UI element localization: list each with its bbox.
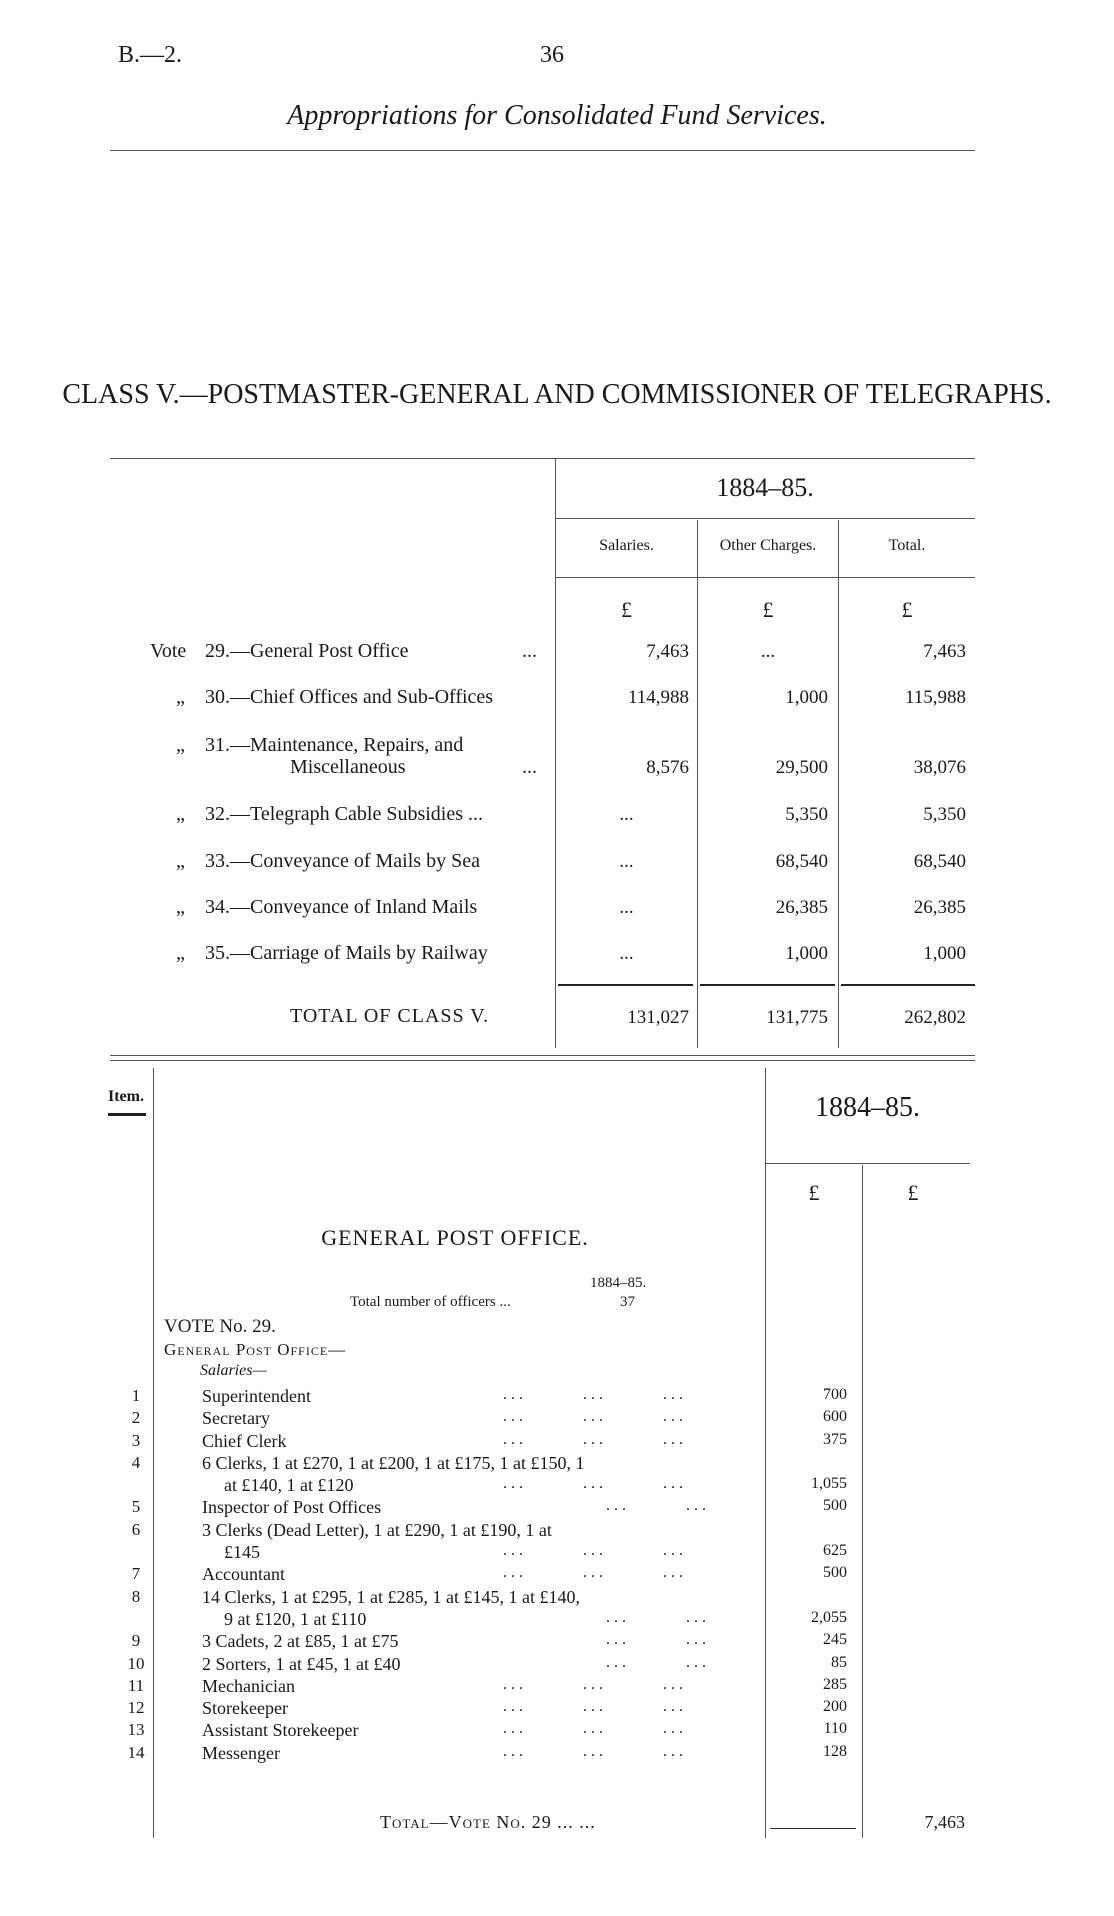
section-rule [110,1060,975,1061]
ditto-mark: „ [176,896,185,918]
detail-year-heading: 1884–85. [815,1092,920,1123]
detail-year-rule [765,1163,970,1164]
item-description: Inspector of Post Offices [202,1497,382,1517]
item-amount: 625 [823,1542,847,1559]
total-rule [770,1828,856,1829]
leader-dots: ... ... ... [503,1431,687,1448]
summary-total-salaries: 131,027 [627,1007,689,1028]
ditto-mark: „ [176,850,185,872]
leader-dots: ... ... ... [503,1564,687,1581]
vote-label: 34.—Conveyance of Inland Mails [205,896,478,918]
item-description: Messenger [202,1743,280,1763]
item-description: 3 Clerks (Dead Letter), 1 at £290, 1 at £190, 1 at [202,1520,552,1540]
vote-prefix: Vote [150,640,187,662]
vote-number: VOTE No. 29. [164,1316,276,1337]
item-number: 2 [131,1408,141,1427]
total-value: 7,463 [923,641,966,662]
total-value: 68,540 [913,851,966,872]
column-header-salaries: Salaries. [599,537,654,554]
leader-dots: ... ... ... [503,1720,687,1737]
vote-label-continued: Miscellaneous [290,756,406,778]
detail-divider [862,1165,863,1838]
other-charges-value: 1,000 [785,687,828,708]
ditto-mark: „ [176,734,185,756]
currency-symbol: £ [808,1180,820,1205]
class-title: CLASS V.—POSTMASTER-GENERAL AND COMMISSIONER OF TELEGRAPHS. [62,379,1052,410]
salaries-value: ... [619,804,634,825]
column-header-total: Total. [888,537,926,554]
item-description: Assistant Storekeeper [202,1720,359,1740]
section-rule [110,1055,975,1056]
page-title: Appropriations for Consolidated Fund Services. [287,100,827,131]
leader-dots: ... ... ... [503,1542,687,1559]
vote-label: 29.—General Post Office [205,640,409,662]
salaries-heading: Salaries— [200,1362,267,1379]
salaries-value: 8,576 [646,757,689,778]
item-amount: 375 [823,1431,847,1448]
item-description: 3 Cadets, 2 at £85, 1 at £75 [202,1631,399,1651]
item-description: Secretary [202,1408,270,1428]
item-amount: 285 [823,1676,847,1693]
summary-total-total: 262,802 [904,1007,966,1028]
ditto-mark: „ [176,803,185,825]
officers-label: Total number of officers ... [350,1294,511,1310]
salaries-value: ... [619,851,634,872]
item-description: Mechanician [202,1676,295,1696]
salaries-value: ... [619,943,634,964]
item-number: 13 [127,1720,145,1739]
salaries-value: ... [619,897,634,918]
item-description-continued: at £140, 1 at £120 [224,1475,354,1495]
vote-label: 30.—Chief Offices and Sub-Offices [205,686,494,708]
vote-total-label: Total—Vote No. 29 ... ... [380,1812,596,1832]
item-number: 10 [127,1654,145,1673]
section-title: GENERAL POST OFFICE. [321,1225,589,1250]
salaries-value: 114,988 [627,687,689,708]
vote-label: 33.—Conveyance of Mails by Sea [205,850,480,872]
item-description: Storekeeper [202,1698,288,1718]
total-value: 38,076 [913,757,966,778]
other-charges-value: 68,540 [775,851,828,872]
item-amount: 600 [823,1408,847,1425]
vote-subheading: General Post Office— [164,1340,347,1359]
leader-dots: ... ... [606,1631,710,1648]
other-charges-value: 29,500 [775,757,828,778]
item-amount: 700 [823,1386,847,1403]
officers-year: 1884–85. [590,1275,647,1291]
leader-dots: ... ... ... [503,1676,687,1693]
item-number: 5 [131,1497,141,1516]
summary-total-label: TOTAL OF CLASS V. [290,1005,490,1027]
item-number: 1 [131,1386,141,1405]
other-charges-value: 1,000 [785,943,828,964]
total-value: 1,000 [923,943,966,964]
leader-dots: ... ... ... [503,1698,687,1715]
currency-symbol: £ [901,597,913,622]
other-charges-value: 26,385 [775,897,828,918]
leader-dots: ... [522,640,537,662]
item-amount: 1,055 [811,1475,847,1492]
page-number: 36 [540,42,564,68]
vote-label: 31.—Maintenance, Repairs, and [205,734,464,756]
leader-dots: ... ... [606,1609,710,1626]
item-amount: 500 [823,1497,847,1514]
other-charges-value: ... [760,641,776,662]
item-header-rule [108,1113,146,1116]
header-rule [110,150,975,151]
item-number: 3 [131,1431,141,1450]
item-description: Accountant [202,1564,285,1584]
item-description: Superintendent [202,1386,311,1406]
other-charges-value: 5,350 [785,804,828,825]
item-description: Chief Clerk [202,1431,287,1451]
item-number: 9 [131,1631,141,1650]
item-amount: 500 [823,1564,847,1581]
item-description: 14 Clerks, 1 at £295, 1 at £285, 1 at £145, 1 at £140, [202,1587,580,1607]
item-number: 7 [131,1564,141,1583]
total-value: 26,385 [913,897,966,918]
leader-dots: ... ... ... [503,1386,687,1403]
summary-year-rule [555,518,975,519]
leader-dots: ... ... ... [503,1475,687,1492]
total-rule [558,984,693,986]
item-number: 6 [131,1520,141,1539]
item-column-header: Item. [108,1088,144,1105]
salaries-value: 7,463 [646,641,689,662]
leader-dots: ... ... ... [503,1408,687,1425]
item-description: 2 Sorters, 1 at £45, 1 at £40 [202,1654,401,1674]
total-value: 5,350 [923,804,966,825]
leader-dots: ... [522,756,537,778]
item-amount: 128 [823,1743,847,1760]
vote-label: 35.—Carriage of Mails by Railway [205,942,488,964]
officers-count: 37 [620,1294,635,1310]
item-amount: 2,055 [811,1609,847,1626]
vote-label: 32.—Telegraph Cable Subsidies ... [205,803,483,825]
leader-dots: ... ... [606,1497,710,1514]
document-reference: B.—2. [118,42,183,68]
summary-colhead-rule [555,577,975,578]
item-number: 11 [127,1676,145,1695]
item-description-continued: £145 [224,1542,260,1562]
ditto-mark: „ [176,942,185,964]
total-rule [841,984,975,986]
total-value: 115,988 [904,687,966,708]
summary-total-other: 131,775 [766,1007,828,1028]
item-number: 14 [127,1743,145,1762]
vote-total-amount: 7,463 [924,1812,965,1832]
total-rule [700,984,835,986]
item-description-continued: 9 at £120, 1 at £110 [224,1609,367,1629]
item-amount: 200 [823,1698,847,1715]
ditto-mark: „ [176,686,185,708]
summary-top-rule [110,458,975,459]
item-amount: 110 [823,1720,847,1737]
currency-symbol: £ [621,597,632,622]
summary-year-heading: 1884–85. [716,473,814,502]
leader-dots: ... ... [606,1654,710,1671]
item-number: 8 [131,1587,141,1606]
item-amount: 245 [823,1631,847,1648]
item-amount: 85 [831,1654,847,1671]
currency-symbol: £ [762,597,774,622]
item-number: 12 [127,1698,145,1717]
currency-symbol: £ [907,1180,919,1205]
leader-dots: ... ... ... [503,1743,687,1760]
item-number: 4 [131,1453,141,1472]
item-description: 6 Clerks, 1 at £270, 1 at £200, 1 at £175, 1 at £150, 1 [202,1453,585,1473]
column-header-other-charges: Other Charges. [719,537,817,554]
